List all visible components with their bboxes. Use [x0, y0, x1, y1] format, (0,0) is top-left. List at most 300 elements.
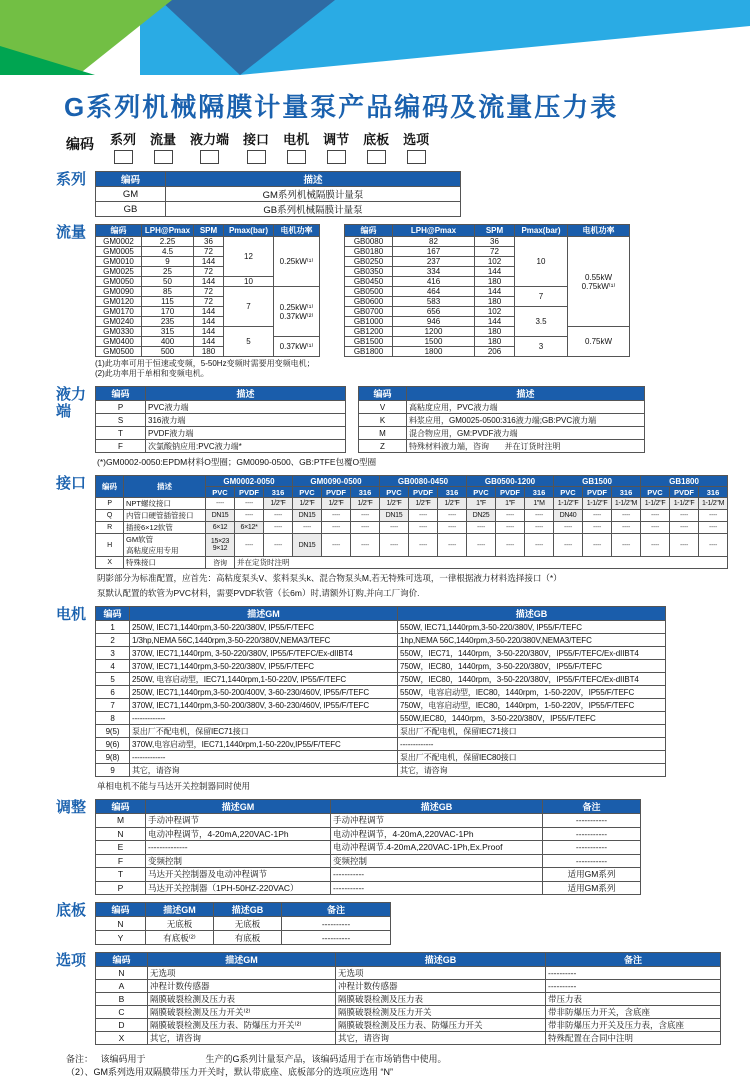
value-cell: ----	[641, 510, 670, 522]
table-row	[96, 534, 728, 557]
value-cell: ----	[293, 522, 322, 534]
value-cell: ----	[612, 510, 641, 522]
subcol-header: PVC	[293, 487, 322, 498]
desc-cell: 隔膜破裂检测及压力表	[336, 993, 546, 1006]
value-cell: ----	[525, 522, 554, 534]
cell: 656	[393, 307, 475, 317]
cell: 180	[194, 347, 224, 357]
table-row	[96, 841, 641, 855]
value-cell: DN40	[554, 510, 583, 522]
motor-table-holder	[95, 606, 750, 777]
table-row	[96, 699, 666, 712]
coding-label: 编码	[66, 136, 94, 152]
cell: 144	[194, 337, 224, 347]
cell: 次氯酸钠应用:PVC液力端*	[146, 440, 346, 453]
table-row	[96, 903, 391, 917]
cell: P	[96, 401, 146, 414]
subcol-header: 316	[612, 487, 641, 498]
table-row	[96, 931, 391, 945]
cell: 72	[194, 247, 224, 257]
cell: 102	[475, 257, 515, 267]
coding-checkbox	[407, 150, 426, 164]
section-label-base: 底板	[56, 902, 87, 919]
cell: 1500	[393, 337, 475, 347]
desc-cell: 370W, IEC71,1440rpm,3-50-200/380V, 3-60-230/460V, IP55/F/TEFC	[130, 699, 398, 712]
code-cell: 1	[96, 621, 130, 634]
section-label-motor: 电机	[56, 606, 87, 623]
header-cell: 备注	[282, 903, 391, 917]
value-cell: 1"F	[496, 498, 525, 510]
cell: PVC液力端	[146, 401, 346, 414]
code-cell: N	[96, 967, 148, 980]
table-row	[96, 607, 666, 621]
coding-field	[190, 132, 229, 164]
table-row	[345, 327, 630, 337]
power-cell: 0.75kW	[568, 327, 630, 357]
group-header: GB0500-1200	[467, 476, 554, 487]
cell: 180	[475, 297, 515, 307]
cell: GM0170	[96, 307, 142, 317]
table-row	[96, 634, 666, 647]
table-row	[345, 225, 630, 237]
footer-note-1: 备注： 该编码用于 生产的G系列计量泵产品，该编码适用于在市场销售中使用。	[66, 1054, 447, 1064]
cell: GB0080	[345, 237, 393, 247]
value-cell: ----	[264, 534, 293, 557]
section-hydraulic	[56, 386, 750, 468]
code-cell: 9(8)	[96, 751, 130, 764]
section-series	[56, 171, 750, 217]
subcol-header: PVDF	[583, 487, 612, 498]
footer-notes	[66, 1053, 750, 1079]
value-cell: ----	[612, 534, 641, 557]
desc-cell: 无底板	[146, 917, 214, 931]
cell: 9	[142, 257, 194, 267]
table-row	[96, 401, 346, 414]
cell: F	[96, 440, 146, 453]
table-row	[96, 557, 728, 569]
value-cell: ----	[264, 510, 293, 522]
value-cell: ----	[438, 534, 467, 557]
value-cell: ----	[409, 522, 438, 534]
desc-cell: ----------	[282, 931, 391, 945]
coding-checkbox	[287, 150, 306, 164]
header-cell: 描述GM	[148, 953, 336, 967]
table-row	[96, 868, 641, 882]
value-cell: 咨询	[206, 557, 235, 569]
code-cell: 5	[96, 673, 130, 686]
header-cell: 描述	[124, 476, 206, 498]
subcol-header: PVDF	[235, 487, 264, 498]
subcol-header: PVC	[380, 487, 409, 498]
cell: GB0350	[345, 267, 393, 277]
cell: K	[359, 414, 407, 427]
flow-gap	[320, 224, 344, 357]
pmax-cell: 12	[224, 237, 274, 277]
table-row	[96, 621, 666, 634]
value-cell: ----	[322, 510, 351, 522]
desc-cell: -------------	[130, 751, 398, 764]
code-cell: B	[96, 993, 148, 1006]
coding-checkbox	[200, 150, 219, 164]
cell: V	[359, 401, 407, 414]
table-row	[96, 414, 346, 427]
header-cell: 编码	[96, 225, 142, 237]
header-cell: 备注	[546, 953, 721, 967]
header-cell: 描述GB	[398, 607, 666, 621]
table-row	[96, 225, 320, 237]
cell: 144	[475, 267, 515, 277]
section-base	[56, 902, 750, 945]
value-cell: 1/2"F	[264, 498, 293, 510]
table-row	[96, 764, 666, 777]
section-label-series: 系列	[56, 171, 87, 188]
code-cell: 9	[96, 764, 130, 777]
header-cell: 描述GM	[130, 607, 398, 621]
subcol-header: 316	[264, 487, 293, 498]
desc-cell: 变频控制	[146, 854, 331, 868]
header-cell: 编码	[96, 387, 146, 401]
cell: 144	[194, 257, 224, 267]
value-cell: ----	[409, 510, 438, 522]
cell: 4.5	[142, 247, 194, 257]
power-cell: 0.55kW 0.75kW⁽¹⁾	[568, 237, 630, 327]
header-cell: 描述GB	[336, 953, 546, 967]
coding-field	[403, 132, 429, 164]
header-cell: 编码	[96, 476, 124, 498]
cell: 144	[475, 317, 515, 327]
cell: 72	[194, 287, 224, 297]
header-cell: LPH@Pmax	[393, 225, 475, 237]
cell: 583	[393, 297, 475, 307]
value-cell: 1"F	[467, 498, 496, 510]
section-label-adjust: 调整	[56, 799, 87, 816]
cell: 混合物应用，GM:PVDF液力端	[407, 427, 645, 440]
subcol-header: PVDF	[496, 487, 525, 498]
cell: GM0025	[96, 267, 142, 277]
coding-field-label: 选项	[403, 132, 430, 147]
cell: 72	[194, 297, 224, 307]
desc-cell: 泵出厂不配电机，保留IEC71接口	[398, 725, 666, 738]
value-cell: 6×12	[206, 522, 235, 534]
value-cell: 6×12*	[235, 522, 264, 534]
code-cell: D	[96, 1019, 148, 1032]
desc-cell: 电动冲程调节，4-20mA,220VAC-1Ph	[331, 827, 543, 841]
value-cell: ----	[351, 534, 380, 557]
table-row	[96, 967, 721, 980]
header-cell: 编码	[96, 800, 146, 814]
interface-body	[95, 475, 750, 599]
motor-table	[95, 606, 666, 777]
coding-field	[110, 132, 136, 164]
header-cell: 编码	[96, 903, 146, 917]
value-cell: DN15	[293, 510, 322, 522]
code-cell: P	[96, 498, 124, 510]
interface-note-1: 阴影部分为标准配置，应首先：高粘度泵头V、浆料泵头k、混合物泵头M,若无特殊可选项，一律根据液力材料选择接口（*）	[97, 573, 562, 583]
subcol-header: PVDF	[670, 487, 699, 498]
cell: 144	[194, 327, 224, 337]
table-row	[359, 427, 645, 440]
table-row	[96, 427, 346, 440]
group-header: GB0080-0450	[380, 476, 467, 487]
desc-cell: 1/3hp,NEMA 56C,1440rpm,3-50-220/380V,NEMA3/TEFC	[130, 634, 398, 647]
cell: 1800	[393, 347, 475, 357]
cell: GM0120	[96, 297, 142, 307]
desc-cell: 250W, 电容启动型，IEC71,1440rpm,1-50-220V, IP55/F/TEFC	[130, 673, 398, 686]
power-cell: 0.37kW⁽¹⁾	[274, 337, 320, 357]
coding-field	[243, 132, 269, 164]
desc-cell: -------------	[130, 712, 398, 725]
desc-cell: 隔膜破裂检测及压力表、防爆压力开关	[336, 1019, 546, 1032]
cell: 180	[475, 327, 515, 337]
code-cell: P	[96, 881, 146, 895]
cell: 316液力端	[146, 414, 346, 427]
desc-cell: 手动冲程调节	[331, 814, 543, 828]
cell: 334	[393, 267, 475, 277]
value-cell: 1/2"F	[409, 498, 438, 510]
desc-cell: GM软管 高粘度应用专用	[124, 534, 206, 557]
cell: GM	[96, 187, 166, 202]
cell: 50	[142, 277, 194, 287]
coding-field-label: 调节	[323, 132, 350, 147]
header-cell: 描述GB	[331, 800, 543, 814]
code-cell: Y	[96, 931, 146, 945]
group-header: GM0090-0500	[293, 476, 380, 487]
options-table	[95, 952, 721, 1045]
desc-cell: 250W, IEC71,1440rpm,3-50-220/380V, IP55/F/TEFC	[130, 621, 398, 634]
cell: 36	[475, 237, 515, 247]
desc-cell: 370W, IEC71,1440rpm, 3-50-220/380V, IP55/F/TEFC/Ex-dIIBT4	[130, 647, 398, 660]
code-cell: M	[96, 814, 146, 828]
flow-note-2: (2)此功率用于单相和变频电机。	[95, 369, 209, 378]
desc-cell: 550W，电容启动型，IEC80，1440rpm，1-50-220V，IP55/F/TEFC	[398, 686, 666, 699]
cell: 464	[393, 287, 475, 297]
cell: 400	[142, 337, 194, 347]
cell: 2.25	[142, 237, 194, 247]
table-row	[96, 1006, 721, 1019]
value-cell: ----	[670, 510, 699, 522]
base-body	[95, 902, 750, 945]
value-cell: ----	[322, 522, 351, 534]
desc-cell: 750W，IEC80，1440rpm，3-50-220/380V，IP55/F/TEFC	[398, 660, 666, 673]
section-label-options: 选项	[56, 952, 87, 969]
header-cell: 编码	[345, 225, 393, 237]
subcol-header: PVC	[467, 487, 496, 498]
value-cell: ----	[438, 510, 467, 522]
desc-cell: 带非防爆压力开关，含底座	[546, 1006, 721, 1019]
cell: GB	[96, 202, 166, 217]
cell: 416	[393, 277, 475, 287]
cell: GB1500	[345, 337, 393, 347]
value-cell: 1-1/2"F	[670, 498, 699, 510]
value-cell: DN25	[467, 510, 496, 522]
desc-cell: NPT螺纹接口	[124, 498, 206, 510]
value-cell: ----	[235, 510, 264, 522]
value-cell: ----	[351, 510, 380, 522]
desc-cell: 电动冲程调节.4-20mA,220VAC-1Ph,Ex.Proof	[331, 841, 543, 855]
value-cell: ----	[264, 522, 293, 534]
banner-graphic	[0, 0, 750, 75]
cell: GM0002	[96, 237, 142, 247]
table-row	[96, 387, 346, 401]
cell: 144	[194, 277, 224, 287]
value-cell: DN15	[206, 510, 235, 522]
cell: GB0500	[345, 287, 393, 297]
section-label-hydraulic: 液力端	[56, 386, 87, 420]
table-row	[96, 647, 666, 660]
section-options	[56, 952, 750, 1045]
desc-cell: 其它，请咨询	[148, 1032, 336, 1045]
cell: GM0010	[96, 257, 142, 267]
pmax-cell: 5	[224, 327, 274, 357]
coding-checkbox	[327, 150, 346, 164]
table-row	[96, 854, 641, 868]
value-cell: 1/2"F	[293, 498, 322, 510]
hydraulic-note: (*)GM0002-0050:EPDM材料O型圈；GM0090-0500、GB:PTFE包覆O型圈	[97, 457, 377, 467]
cell: GM0500	[96, 347, 142, 357]
cell: GB0250	[345, 257, 393, 267]
desc-cell: 插接6×12软管	[124, 522, 206, 534]
value-cell: 1"M	[525, 498, 554, 510]
desc-cell: 泵出厂不配电机，保留IEC71接口	[130, 725, 398, 738]
cell: 72	[475, 247, 515, 257]
code-cell: 7	[96, 699, 130, 712]
value-cell: ----	[351, 522, 380, 534]
flow-gm-holder	[95, 224, 320, 357]
options-body	[95, 952, 750, 1045]
value-cell: 并在定货时注明	[235, 557, 728, 569]
value-cell: ----	[525, 534, 554, 557]
table-row	[96, 287, 320, 297]
cell: GB1200	[345, 327, 393, 337]
section-label-flow: 流量	[56, 224, 87, 241]
coding-field-label: 系列	[110, 132, 137, 147]
pmax-cell: 3.5	[515, 307, 568, 337]
code-cell: E	[96, 841, 146, 855]
code-cell: X	[96, 1032, 148, 1045]
cell: PVDF液力端	[146, 427, 346, 440]
desc-cell: -----------	[331, 881, 543, 895]
value-cell: 1-1/2"M	[612, 498, 641, 510]
page-title: G系列机械隔膜计量泵产品编码及流量压力表	[64, 92, 619, 122]
table-row	[359, 414, 645, 427]
desc-cell: 隔膜破裂检测及压力开关	[336, 1006, 546, 1019]
value-cell: ----	[525, 510, 554, 522]
header-cell: 描述	[407, 387, 645, 401]
code-cell: X	[96, 557, 124, 569]
desc-cell: 370W,电容启动型，IEC71,1440rpm,1-50-220v,IP55/F/TEFC	[130, 738, 398, 751]
cell: 144	[194, 307, 224, 317]
value-cell: ----	[641, 522, 670, 534]
header-cell: 电机功率	[568, 225, 630, 237]
table-row	[96, 522, 728, 534]
table-row	[96, 337, 320, 347]
flow-notes	[95, 359, 750, 379]
coding-checkbox	[154, 150, 173, 164]
table-row	[96, 751, 666, 764]
value-cell: ----	[322, 534, 351, 557]
desc-cell: 特殊接口	[124, 557, 206, 569]
pmax-cell: 10	[515, 237, 568, 287]
value-cell: ----	[554, 534, 583, 557]
table-row	[96, 814, 641, 828]
cell: GM0330	[96, 327, 142, 337]
table-row	[96, 953, 721, 967]
coding-field-label: 电机	[283, 132, 310, 147]
desc-cell: 其它，请咨询	[130, 764, 398, 777]
desc-cell: ----------	[282, 917, 391, 931]
table-row	[96, 881, 641, 895]
table-row	[96, 712, 666, 725]
motor-note: 单相电机不能与马达开关控制器同时使用	[97, 781, 251, 791]
table-row	[96, 980, 721, 993]
value-cell: ----	[583, 522, 612, 534]
group-header: GB1500	[554, 476, 641, 487]
section-adjust	[56, 799, 750, 895]
coding-checkbox	[114, 150, 133, 164]
cell: 25	[142, 267, 194, 277]
footer-note-2: （2）、GM系列选用双隔膜带压力开关时，默认带底座、底板部分的选项应选用 “N”	[66, 1067, 393, 1077]
pmax-cell: 3	[515, 337, 568, 357]
cell: 206	[475, 347, 515, 357]
desc-cell: 马达开关控制器及电动冲程调节	[146, 868, 331, 882]
value-cell: ----	[438, 522, 467, 534]
desc-cell: 有底板	[214, 931, 282, 945]
subcol-header: 316	[699, 487, 728, 498]
group-header: GM0002-0050	[206, 476, 293, 487]
code-cell: N	[96, 827, 146, 841]
section-flow	[56, 224, 750, 379]
value-cell: ----	[699, 510, 728, 522]
code-cell: T	[96, 868, 146, 882]
cell: 315	[142, 327, 194, 337]
table-row	[96, 440, 346, 453]
cell: 1200	[393, 327, 475, 337]
desc-cell: 550W,IEC80，1440rpm，3-50-220/380V，IP55/F/TEFC	[398, 712, 666, 725]
coding-field-label: 接口	[243, 132, 270, 147]
pmax-cell: 7	[224, 287, 274, 327]
table-row	[96, 660, 666, 673]
cell: Z	[359, 440, 407, 453]
power-cell: 0.25kW⁽¹⁾ 0.37kW⁽²⁾	[274, 287, 320, 337]
header-cell: SPM	[194, 225, 224, 237]
coding-checkbox	[247, 150, 266, 164]
cell: 170	[142, 307, 194, 317]
table-row	[359, 401, 645, 414]
value-cell: ----	[583, 510, 612, 522]
desc-cell: 370W, IEC71,1440rpm,3-50-220/380V, IP55/F/TEFC	[130, 660, 398, 673]
table-row	[96, 917, 391, 931]
value-cell: ----	[496, 510, 525, 522]
table-row	[96, 800, 641, 814]
series-body	[95, 171, 750, 217]
table-row	[96, 725, 666, 738]
desc-cell: 其它，请咨询	[336, 1032, 546, 1045]
desc-cell: 带压力表	[546, 993, 721, 1006]
code-cell: 9(6)	[96, 738, 130, 751]
interface-table-holder	[95, 475, 750, 569]
value-cell: ----	[699, 534, 728, 557]
cell: 85	[142, 287, 194, 297]
pmax-cell: 10	[224, 277, 274, 287]
coding-field	[283, 132, 309, 164]
coding-field-label: 流量	[150, 132, 177, 147]
hydraulic-body	[95, 386, 750, 468]
adjust-body	[95, 799, 750, 895]
desc-cell: 有底板⁽²⁾	[146, 931, 214, 945]
cell: 102	[475, 307, 515, 317]
header-cell: 备注	[543, 800, 641, 814]
subcol-header: 316	[351, 487, 380, 498]
